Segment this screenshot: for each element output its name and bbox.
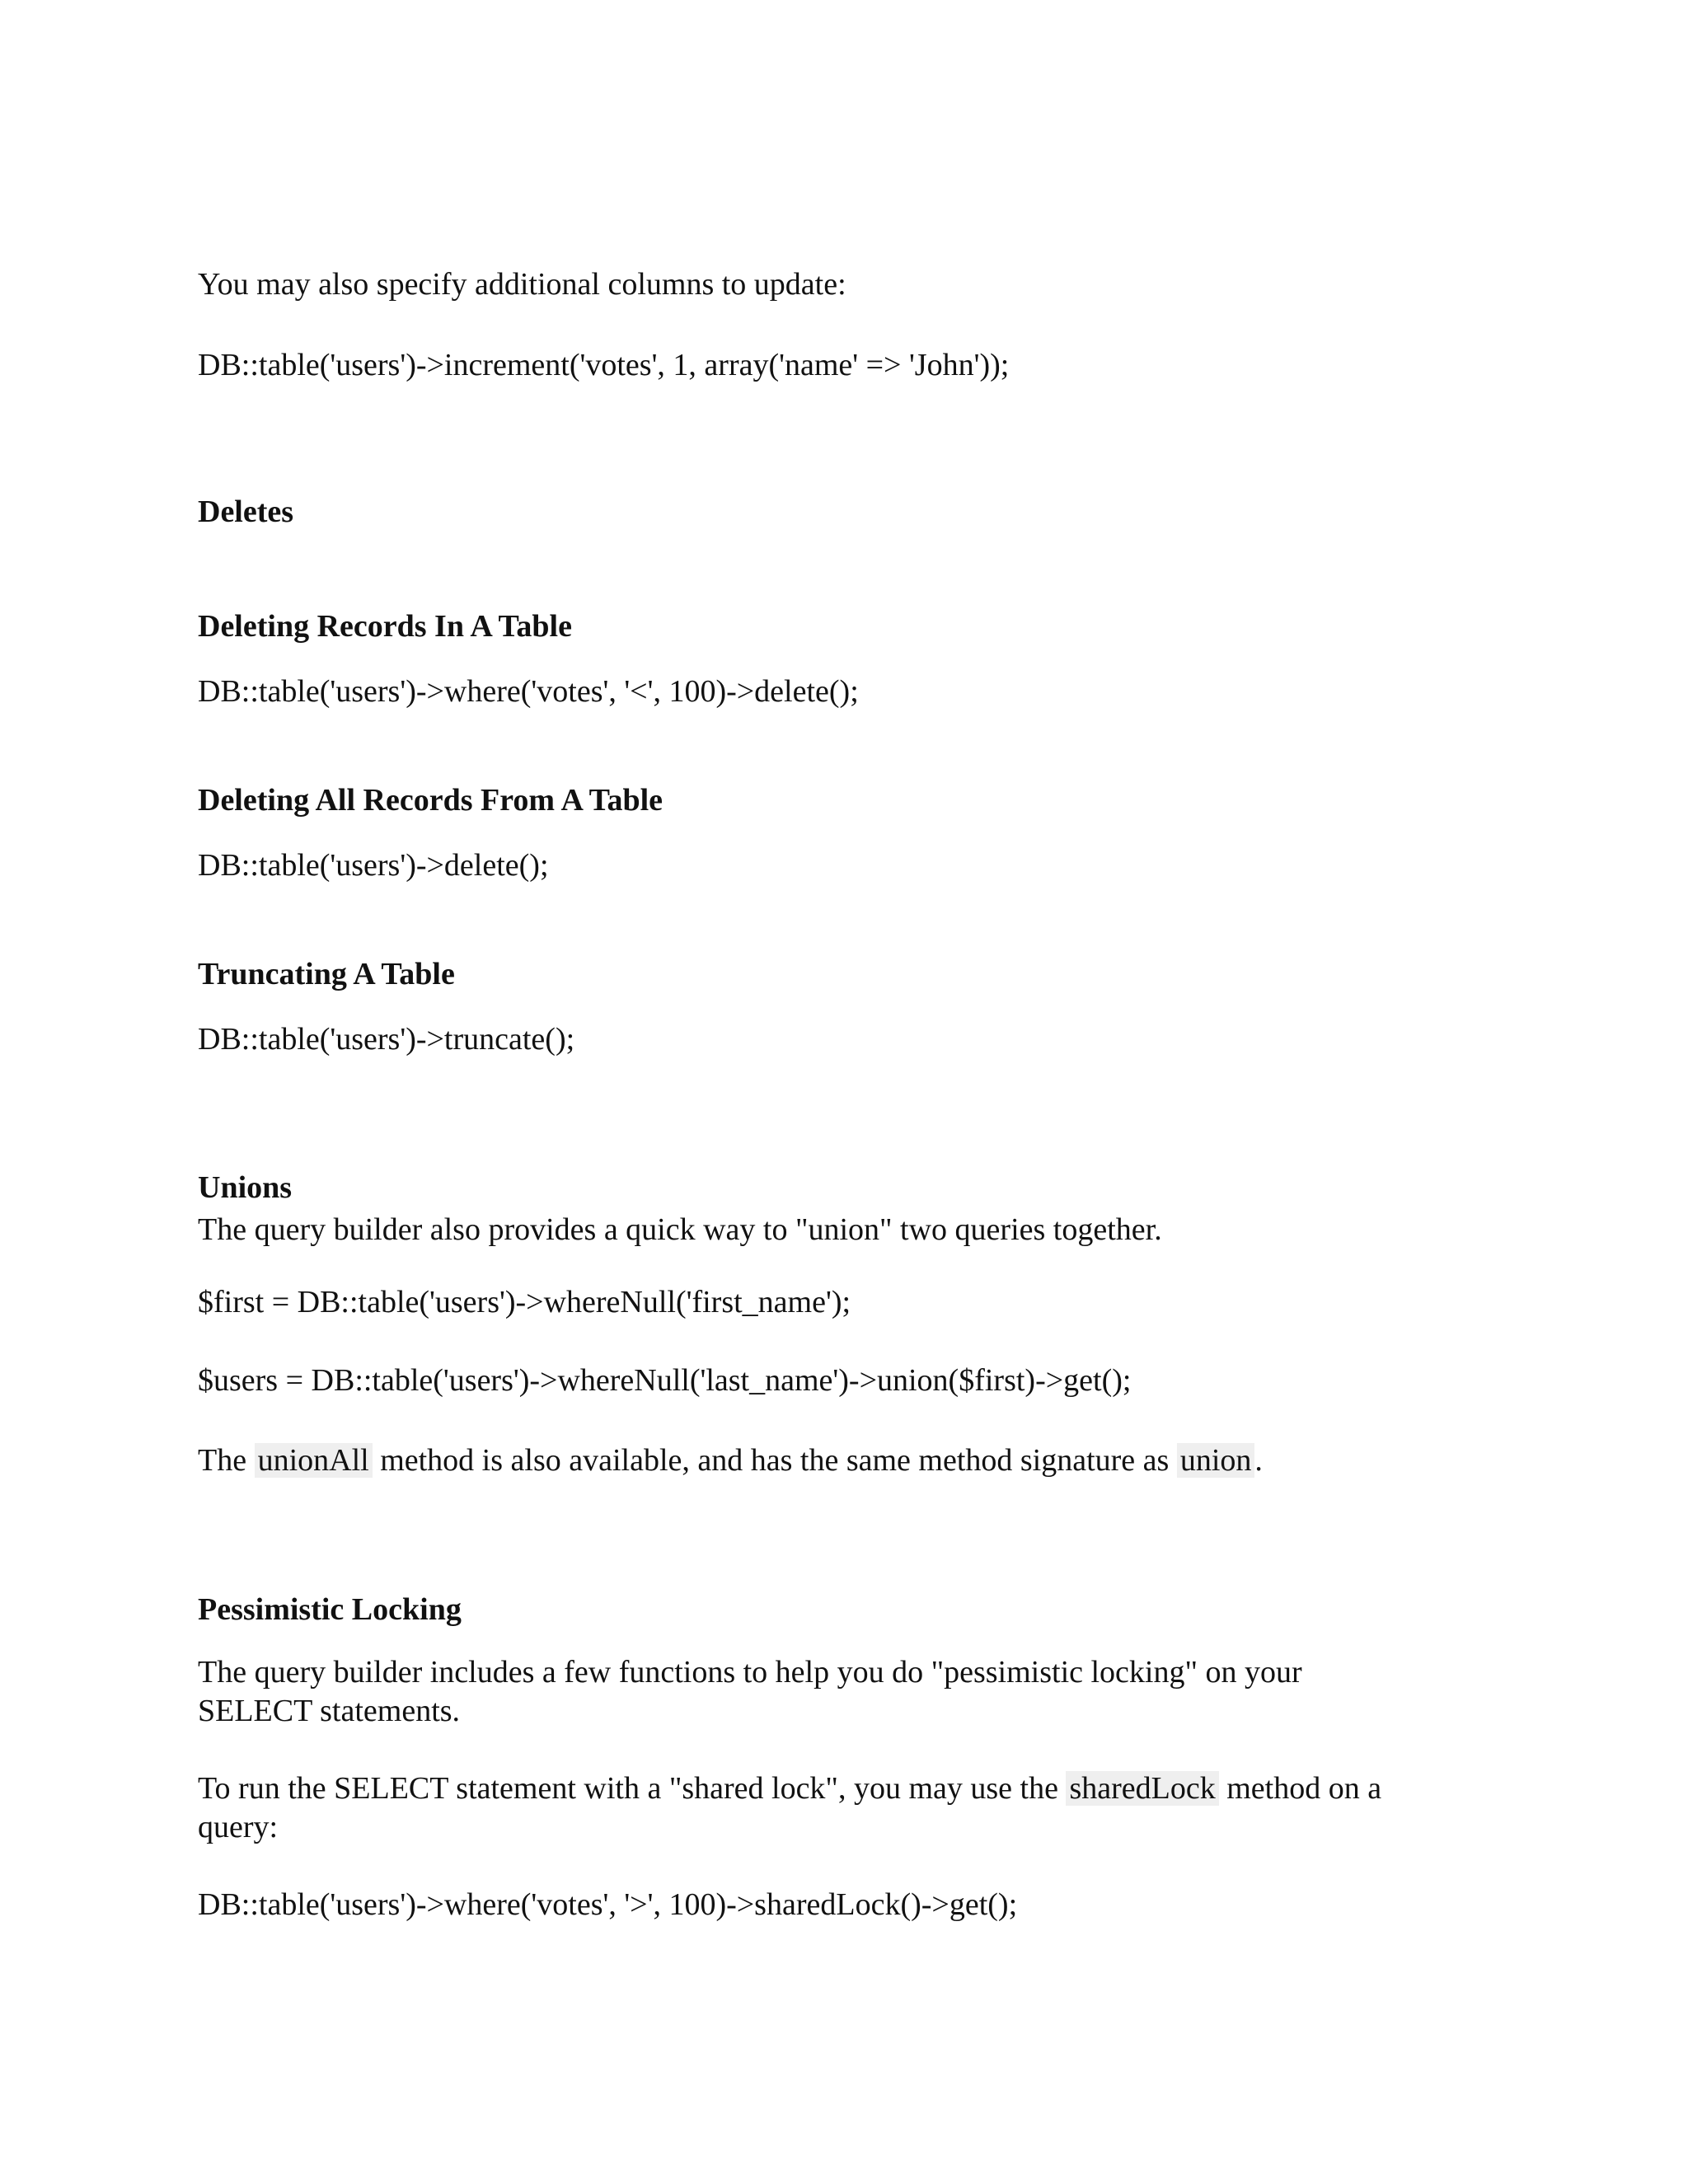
deleting-records-code: DB::table('users')->where('votes', '<', 100)->delete(); [198, 674, 859, 709]
shared-lock-code: DB::table('users')->where('votes', '>', 100)->sharedLock()->get(); [198, 1887, 1018, 1922]
unions-code-users: $users = DB::table('users')->whereNull('last_name')->union($first)->get(); [198, 1363, 1132, 1398]
locking-intro-line1: The query builder includes a few functions to help you do "pessimistic locking" on your [198, 1655, 1302, 1690]
unions-heading: Unions [198, 1170, 293, 1205]
truncating-heading: Truncating A Table [198, 957, 455, 991]
unionall-text-1: The [198, 1443, 255, 1478]
update-code: DB::table('users')->increment('votes', 1, array('name' => 'John')); [198, 348, 1010, 382]
deleting-records-heading: Deleting Records In A Table [198, 609, 572, 644]
unionall-paragraph [198, 1441, 1263, 1479]
update-intro-text: You may also specify additional columns to update: [198, 267, 846, 302]
locking-heading: Pessimistic Locking [198, 1592, 462, 1627]
shared-text-1: To run the SELECT statement with a "shared lock", you may use the [198, 1771, 1067, 1806]
unions-code-first: $first = DB::table('users')->whereNull('first_name'); [198, 1285, 851, 1319]
truncating-code: DB::table('users')->truncate(); [198, 1022, 575, 1057]
shared-text-2: method on a [1218, 1771, 1382, 1806]
unionall-text-2: method is also available, and has the same method signature as [372, 1443, 1177, 1478]
deleting-all-heading: Deleting All Records From A Table [198, 783, 663, 818]
deleting-all-code: DB::table('users')->delete(); [198, 848, 549, 883]
shared-lock-paragraph [198, 1769, 1381, 1807]
shared-lock-line2: query: [198, 1810, 279, 1844]
unionall-keyword: unionAll [255, 1443, 373, 1478]
union-keyword: union [1177, 1443, 1255, 1478]
locking-intro-line2: SELECT statements. [198, 1694, 461, 1728]
shared-lock-keyword: sharedLock [1066, 1771, 1218, 1806]
deletes-heading: Deletes [198, 494, 294, 529]
unions-intro-text: The query builder also provides a quick way to "union" two queries together. [198, 1212, 1162, 1247]
unionall-text-3: . [1254, 1443, 1263, 1478]
